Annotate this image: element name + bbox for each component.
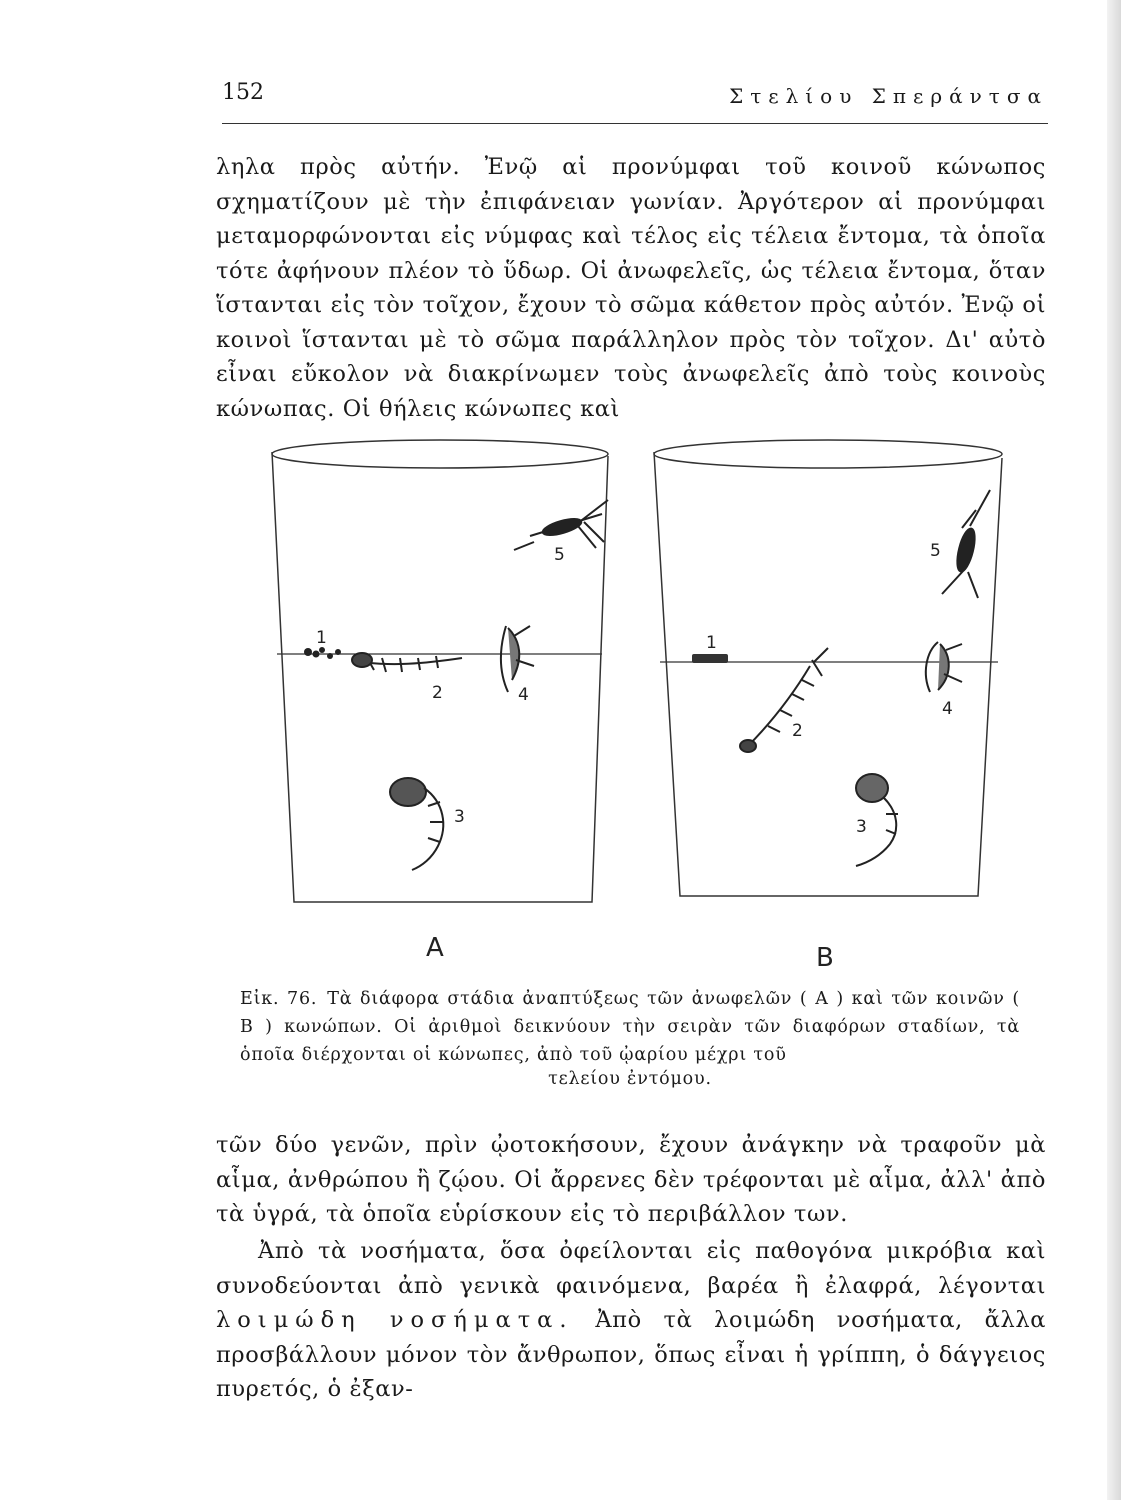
paragraph-3-end: Ἀπὸ τὰ λοιμώδη νοσήματα, ἄλλα προσβάλλουν μόνον τὸν ἄνθρωπον, ὅπως εἶναι ἡ γρίππη, ὁ δάγγειος πυρετός, ὁ ἐξαν-	[216, 1307, 1046, 1402]
paragraph-3-start: Ἀπὸ τὰ νοσήματα, ὅσα ὀφείλονται εἰς παθογόνα μικρόβια καὶ συνοδεύονται ἀπὸ γενικὰ φαινόμενα, βαρέα ἢ ἐλαφρά, λέγονται	[216, 1238, 1046, 1299]
page-number: 152	[222, 80, 264, 105]
glass-b-number-4: 4	[942, 699, 953, 719]
glass-b-egg-raft	[692, 654, 728, 663]
caption-body: Τὰ διάφορα στάδια ἀναπτύξεως τῶν ἀνωφελῶν ( Α ) καὶ τῶν κοινῶν ( Β ) κωνώπων. Οἱ ἀριθμοὶ δεικνύουν τὴν σειρὰν τῶν διαφόρων σταδίων, τὰ ὁποῖα διέρχονται οἱ κώνωπες, ἀπὸ τοῦ ᾠαρίου μέχρι τοῦ	[240, 989, 1020, 1065]
figure-caption	[240, 985, 1020, 1069]
paragraph-2: τῶν δύο γενῶν, πρὶν ᾠοτοκήσουν, ἔχουν ἀνάγκην νὰ τραφοῦν μὰ αἷμα, ἀνθρώπου ἢ ζῴου. Οἱ ἄρρενες δὲν τρέφονται μὲ αἷμα, ἀλλ' ἀπὸ τὰ ὑγρά, τὰ ὁποῖα εὑρίσκουν εἰς τὸ περιβάλλον των.	[216, 1132, 1046, 1227]
glass-b-numbers	[706, 541, 953, 837]
glass-a-emerging	[501, 626, 534, 692]
glass-a-adult	[514, 500, 608, 550]
glass-a-number-4: 4	[518, 685, 529, 705]
page-edge-shadow	[1107, 0, 1121, 1500]
glass-b-emerging	[926, 642, 962, 692]
glass-a-label: A	[426, 933, 444, 963]
glass-b-number-2: 2	[792, 721, 803, 741]
glass-b-number-1: 1	[706, 633, 717, 653]
running-head: Στελίου Σπεράντσα	[729, 84, 1048, 108]
caption-lead: Εἰκ. 76.	[240, 989, 318, 1009]
glass-b-number-5: 5	[930, 541, 941, 561]
glass-a-pupa	[390, 778, 444, 870]
figure-76	[262, 430, 1022, 980]
glass-b-larva	[740, 648, 828, 752]
glass-a-number-2: 2	[432, 683, 443, 703]
mosquito-stages-illustration	[262, 430, 1022, 980]
glass-b	[654, 440, 1002, 896]
glass-a-number-3: 3	[454, 807, 465, 827]
paragraph-1: ληλα πρὸς αὐτήν. Ἐνῷ αἱ προνύμφαι τοῦ κοινοῦ κώνωπος σχηματίζουν μὲ τὴν ἐπιφάνειαν γωνίαν. Ἀργότερον αἱ προνύμφαι μεταμορφώνονται εἰς νύμφας καὶ τέλος εἰς τέλεια ἔντομα, τὰ ὁποῖα τότε ἀφήνουν πλέον τὸ ὕδωρ. Οἱ ἀνωφελεῖς, ὡς τέλεια ἔντομα, ὅταν ἵστανται εἰς τὸν τοῖχον, ἔχουν τὸ σῶμα κάθετον πρὸς αὐτόν. Ἐνῷ οἱ κοινοὶ ἵστανται μὲ τὸ σῶμα παράλληλον πρὸς τὸν τοῖχον. Δι' αὐτὸ εἶναι εὔκολον νὰ διακρίνωμεν τοὺς ἀνωφελεῖς ἀπὸ τοὺς κοινοὺς κώνωπας. Οἱ θήλεις κώνωπες καὶ	[216, 154, 1046, 422]
header-rule	[222, 123, 1048, 124]
glass-a-number-1: 1	[316, 628, 327, 648]
page-header	[222, 78, 1048, 118]
glass-a-egg	[304, 647, 341, 659]
glass-a-larva	[352, 653, 462, 672]
glass-a	[272, 440, 608, 902]
glass-b-number-3: 3	[856, 817, 867, 837]
paragraph-3	[216, 1234, 1046, 1407]
glass-a-number-5: 5	[554, 545, 565, 565]
glass-b-label: B	[816, 943, 834, 973]
glass-a-numbers	[316, 545, 565, 827]
glass-b-adult	[942, 490, 990, 598]
caption-last-line: τελείου ἐντόμου.	[548, 1069, 712, 1089]
paragraph-3-term: λοιμώδη νοσήματα.	[216, 1307, 574, 1333]
